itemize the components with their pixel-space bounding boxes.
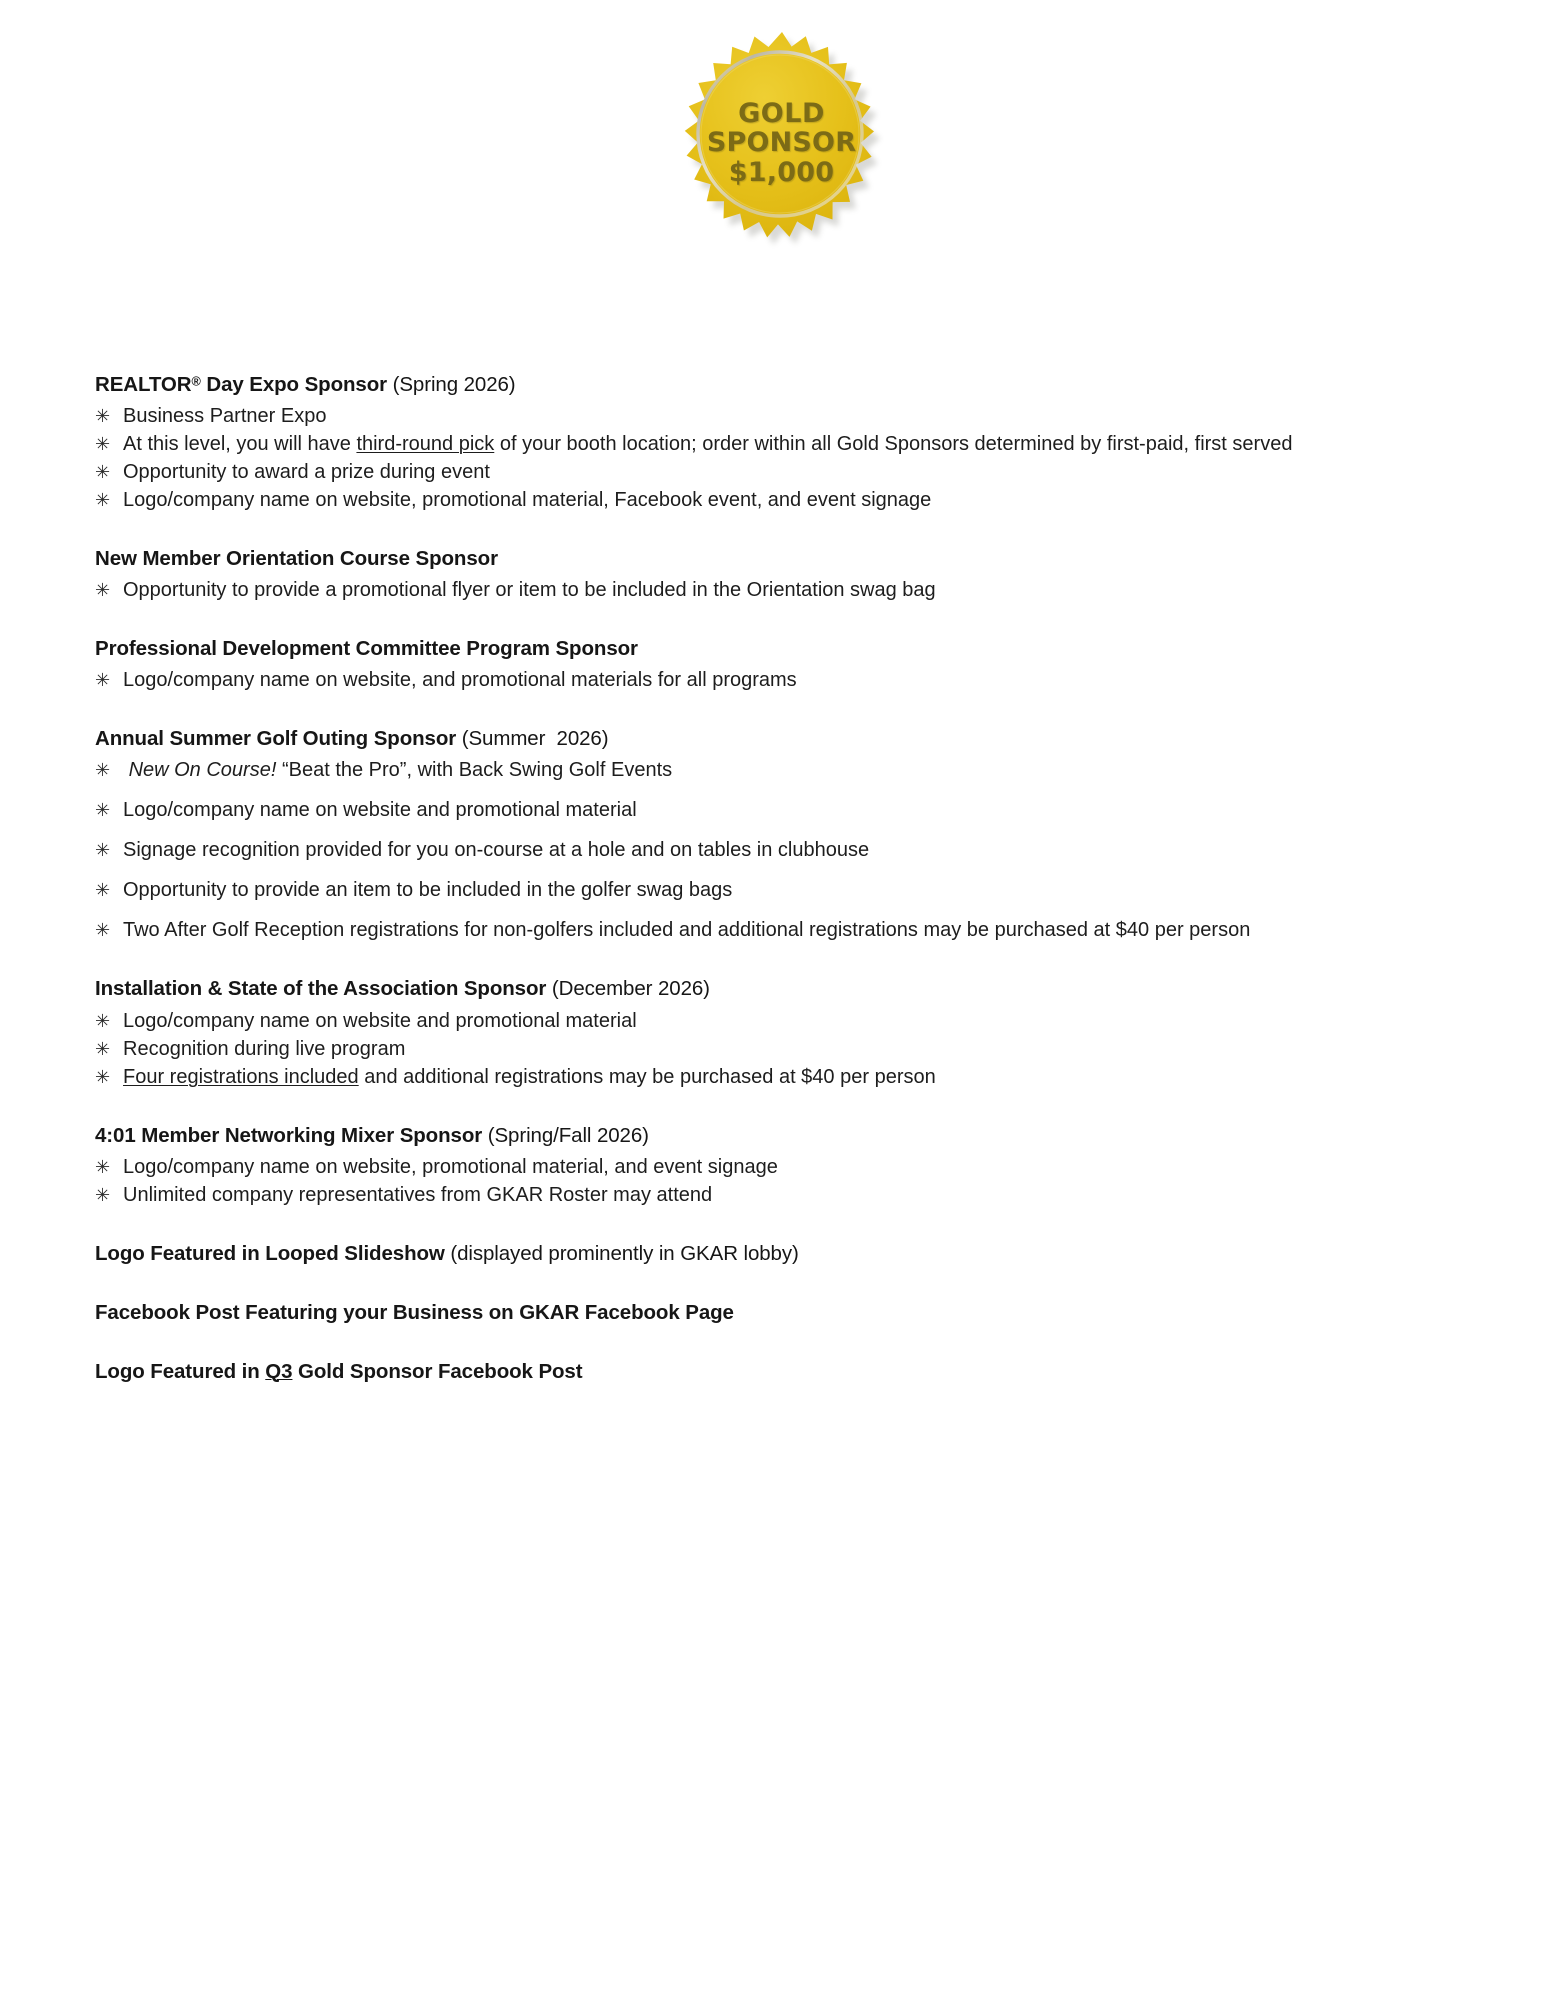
- benefit-section: [95, 544, 1465, 604]
- benefit-list: [95, 1008, 1465, 1091]
- asterisk-bullet-icon: ✳: [95, 920, 111, 941]
- benefit-list-item: [95, 1008, 1465, 1035]
- bullet-text: Opportunity to provide a promotional flyer or item to be included in the Orientation swag bag: [123, 579, 936, 602]
- benefit-list-item: [95, 877, 1465, 904]
- badge-starburst-icon: [669, 30, 895, 256]
- asterisk-bullet-icon: ✳: [95, 800, 111, 821]
- section-heading-date: (Summer 2026): [456, 727, 609, 751]
- bullet-text: Opportunity to provide an item to be included in the golfer swag bags: [123, 879, 733, 902]
- bullet-text: Logo/company name on website and promotional material: [123, 1009, 637, 1032]
- badge-line-tier: GOLD: [738, 98, 825, 129]
- bullet-text: Logo/company name on website, promotional material, Facebook event, and event signage: [123, 489, 932, 512]
- bullet-text: Logo/company name on website and promotional material: [123, 799, 637, 822]
- asterisk-bullet-icon: ✳: [95, 462, 111, 483]
- benefit-list-item: [95, 1182, 1465, 1209]
- badge-line-role: SPONSOR: [706, 127, 857, 158]
- section-heading: 4:01 Member Networking Mixer Sponsor (Spring/Fall 2026): [95, 1123, 649, 1147]
- bullet-text: Recognition during live program: [123, 1037, 406, 1060]
- badge-container: [0, 30, 1545, 262]
- bullet-text: Opportunity to award a prize during event: [123, 461, 490, 484]
- bullet-text: Signage recognition provided for you on-course at a hole and on tables in clubhouse: [123, 839, 870, 862]
- sections-root: [95, 370, 1465, 1209]
- bullet-text-italic: New On Course!: [123, 759, 277, 782]
- standalone-benefit-line: [95, 1357, 1465, 1386]
- bullet-text: Business Partner Expo: [123, 405, 327, 428]
- section-heading: Annual Summer Golf Outing Sponsor (Summer 2026): [95, 727, 609, 751]
- benefit-list-item: [95, 577, 1465, 604]
- benefit-list: [95, 757, 1465, 944]
- bullet-text-underlined: Four registrations included: [123, 1065, 359, 1088]
- asterisk-bullet-icon: ✳: [95, 1156, 111, 1177]
- section-heading-date: (Spring 2026): [387, 373, 516, 396]
- bullet-text-tail: and additional registrations may be purchased at $40 per person: [358, 1065, 936, 1088]
- standalone-note-text: (displayed prominently in GKAR lobby): [444, 1241, 799, 1265]
- bullet-text: Logo/company name on website, and promotional materials for all programs: [123, 669, 797, 692]
- bullet-text-tail: “Beat the Pro”, with Back Swing Golf Events: [276, 759, 673, 782]
- benefit-list: [95, 1154, 1465, 1209]
- asterisk-bullet-icon: ✳: [95, 580, 111, 601]
- standalone-underlined-text: Q3: [265, 1359, 293, 1383]
- bullet-text-tail: of your booth location; order within all Gold Sponsors determined by first-paid, first served: [494, 433, 1293, 456]
- benefit-list-item: [95, 797, 1465, 824]
- benefit-list-item: [95, 487, 1465, 514]
- benefit-list-item: [95, 459, 1465, 486]
- section-heading: Professional Development Committee Program Sponsor: [95, 637, 638, 661]
- badge-line-amount: $1,000: [728, 157, 835, 188]
- standalone-lines-root: [95, 1239, 1465, 1386]
- bullet-text-underlined: third-round pick: [356, 433, 495, 456]
- standalone-bold-text: Logo Featured in Looped Slideshow: [95, 1241, 445, 1265]
- benefit-list-item: [95, 837, 1465, 864]
- asterisk-bullet-icon: ✳: [95, 434, 111, 455]
- standalone-bold-text: Facebook Post Featuring your Business on GKAR Facebook Page: [95, 1300, 734, 1324]
- benefit-section: [95, 724, 1465, 944]
- asterisk-bullet-icon: ✳: [95, 840, 111, 861]
- section-heading: Installation & State of the Association Sponsor (December 2026): [95, 977, 710, 1001]
- bullet-text: Two After Golf Reception registrations for non-golfers included and additional registrations may be purchased at $40 per person: [123, 919, 1251, 942]
- standalone-benefit-line: [95, 1298, 1465, 1327]
- asterisk-bullet-icon: ✳: [95, 1010, 111, 1031]
- benefit-section: [95, 1121, 1465, 1209]
- benefit-list-item: [95, 667, 1465, 694]
- section-heading-date: (December 2026): [546, 977, 710, 1001]
- asterisk-bullet-icon: ✳: [95, 1066, 111, 1087]
- section-heading-date: (Spring/Fall 2026): [482, 1123, 649, 1147]
- standalone-bold-text: Logo Featured in: [95, 1359, 266, 1383]
- registered-mark-icon: ®: [191, 373, 201, 389]
- benefit-list: [95, 403, 1465, 514]
- benefit-list: [95, 667, 1465, 694]
- benefit-section: [95, 370, 1465, 514]
- standalone-bold-tail: Gold Sponsor Facebook Post: [292, 1359, 583, 1383]
- standalone-benefit-line: [95, 1239, 1465, 1268]
- benefit-list-item: [95, 917, 1465, 944]
- bullet-text: Unlimited company representatives from GKAR Roster may attend: [123, 1183, 713, 1206]
- benefit-section: [95, 974, 1465, 1090]
- section-heading: REALTOR® Day Expo Sponsor (Spring 2026): [95, 373, 516, 396]
- benefit-list-item: [95, 403, 1465, 430]
- benefit-list-item: [95, 431, 1465, 458]
- gold-sponsor-badge: [669, 30, 895, 256]
- benefit-list: [95, 577, 1465, 604]
- asterisk-bullet-icon: ✳: [95, 1184, 111, 1205]
- asterisk-bullet-icon: ✳: [95, 406, 111, 427]
- benefit-list-item: [95, 757, 1465, 784]
- section-heading: New Member Orientation Course Sponsor: [95, 547, 498, 571]
- asterisk-bullet-icon: ✳: [95, 490, 111, 511]
- asterisk-bullet-icon: ✳: [95, 670, 111, 691]
- bullet-text: Logo/company name on website, promotional material, and event signage: [123, 1155, 778, 1178]
- asterisk-bullet-icon: ✳: [95, 760, 111, 781]
- asterisk-bullet-icon: ✳: [95, 1038, 111, 1059]
- benefit-list-item: [95, 1036, 1465, 1063]
- bullet-text: At this level, you will have: [123, 433, 357, 456]
- benefit-list-item: [95, 1154, 1465, 1181]
- asterisk-bullet-icon: ✳: [95, 880, 111, 901]
- benefit-section: [95, 634, 1465, 694]
- benefit-list-item: [95, 1064, 1465, 1091]
- document-body: [95, 370, 1465, 1386]
